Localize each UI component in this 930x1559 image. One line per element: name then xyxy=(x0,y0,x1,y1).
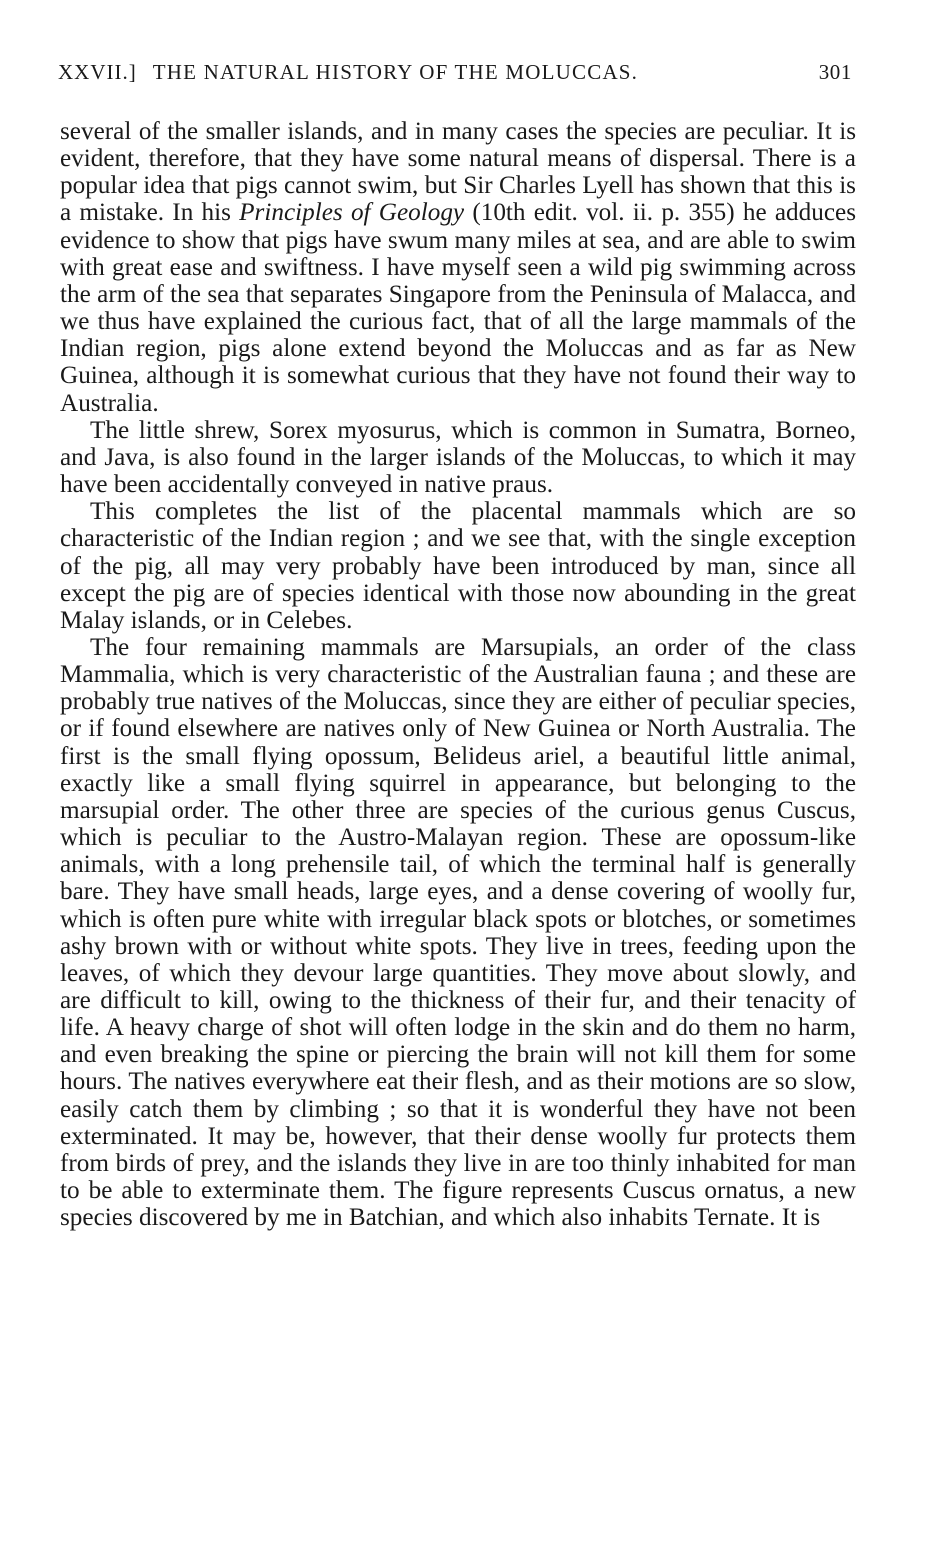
running-title: THE NATURAL HISTORY OF THE MOLUCCAS. xyxy=(152,60,639,84)
book-title-italic: Principles of Geology xyxy=(239,199,465,227)
paragraph-pigs xyxy=(60,118,856,417)
running-header xyxy=(58,60,852,90)
paragraph-placental-mammals: This completes the list of the placental mammals which are so characteristic of the Indian region ; and we see that, with the single exception of the pig, all may very probably have been introduced by man, since all except the pig are of species identical with those now abounding in the great Malay islands, or in Celebes. xyxy=(60,498,856,634)
body-text xyxy=(60,118,856,1231)
paragraph-marsupials: The four remaining mammals are Marsupials, an order of the class Mammalia, which is very characteristic of the Australian fauna ; and these are probably true natives of the Moluccas, since they are either of peculiar species, or if found elsewhere are natives only of New Guinea or North Australia. The first is the small flying opossum, Belideus ariel, a beautiful little animal, exactly like a small flying squirrel in appearance, but belonging to the marsupial order. The other three are species of the curious genus Cuscus, which is peculiar to the Austro-Malayan region. These are opossum-like animals, with a long prehensile tail, of which the terminal half is generally bare. They have small heads, large eyes, and a dense covering of woolly fur, which is often pure white with irregular black spots or blotches, or sometimes ashy brown with or without white spots. They live in trees, feeding upon the leaves, of which they devour large quantities. They move about slowly, and are difficult to kill, owing to the thickness of their fur, and their tenacity of life. A heavy charge of shot will often lodge in the skin and do them no harm, and even breaking the spine or piercing the brain will not kill them for some hours. The natives everywhere eat their flesh, and as their motions are so slow, easily catch them by climbing ; so that it is wonderful they have not been exterminated. It may be, however, that their dense woolly fur protects them from birds of prey, and the islands they live in are too thinly inhabited for man to be able to exterminate them. The figure represents Cuscus ornatus, a new species discovered by me in Batchian, and which also inhabits Ternate. It is xyxy=(60,633,856,1232)
paragraph-pigs-text-start: several of the smaller islands, and in many cases the species are peculiar. It is evident, therefore, that they have some natural means of dispersal. There is a popular idea that pigs cannot swim, but Sir Charles Lyell has shown that this is a mistake. In his xyxy=(60,118,856,227)
paragraph-pigs-text-end: (10th edit. vol. ii. p. 355) he adduces evidence to show that pigs have swum many miles at sea, and are able to swim with great ease and swiftness. I have myself seen a wild pig swimming across the arm of the sea that separates Singapore from the Peninsula of Malacca, and we thus have explained the curious fact, that of all the large mammals of the Indian region, pigs alone extend beyond the Moluccas and as far as New Guinea, although it is somewhat curious that they have not found their way to Australia. xyxy=(60,199,856,417)
chapter-number: XXVII.] xyxy=(58,60,137,84)
page-number: 301 xyxy=(818,60,852,84)
paragraph-shrew: The little shrew, Sorex myosurus, which is common in Sumatra, Borneo, and Java, is also found in the larger islands of the Moluccas, to which it may have been accidentally conveyed in native praus. xyxy=(60,416,856,499)
